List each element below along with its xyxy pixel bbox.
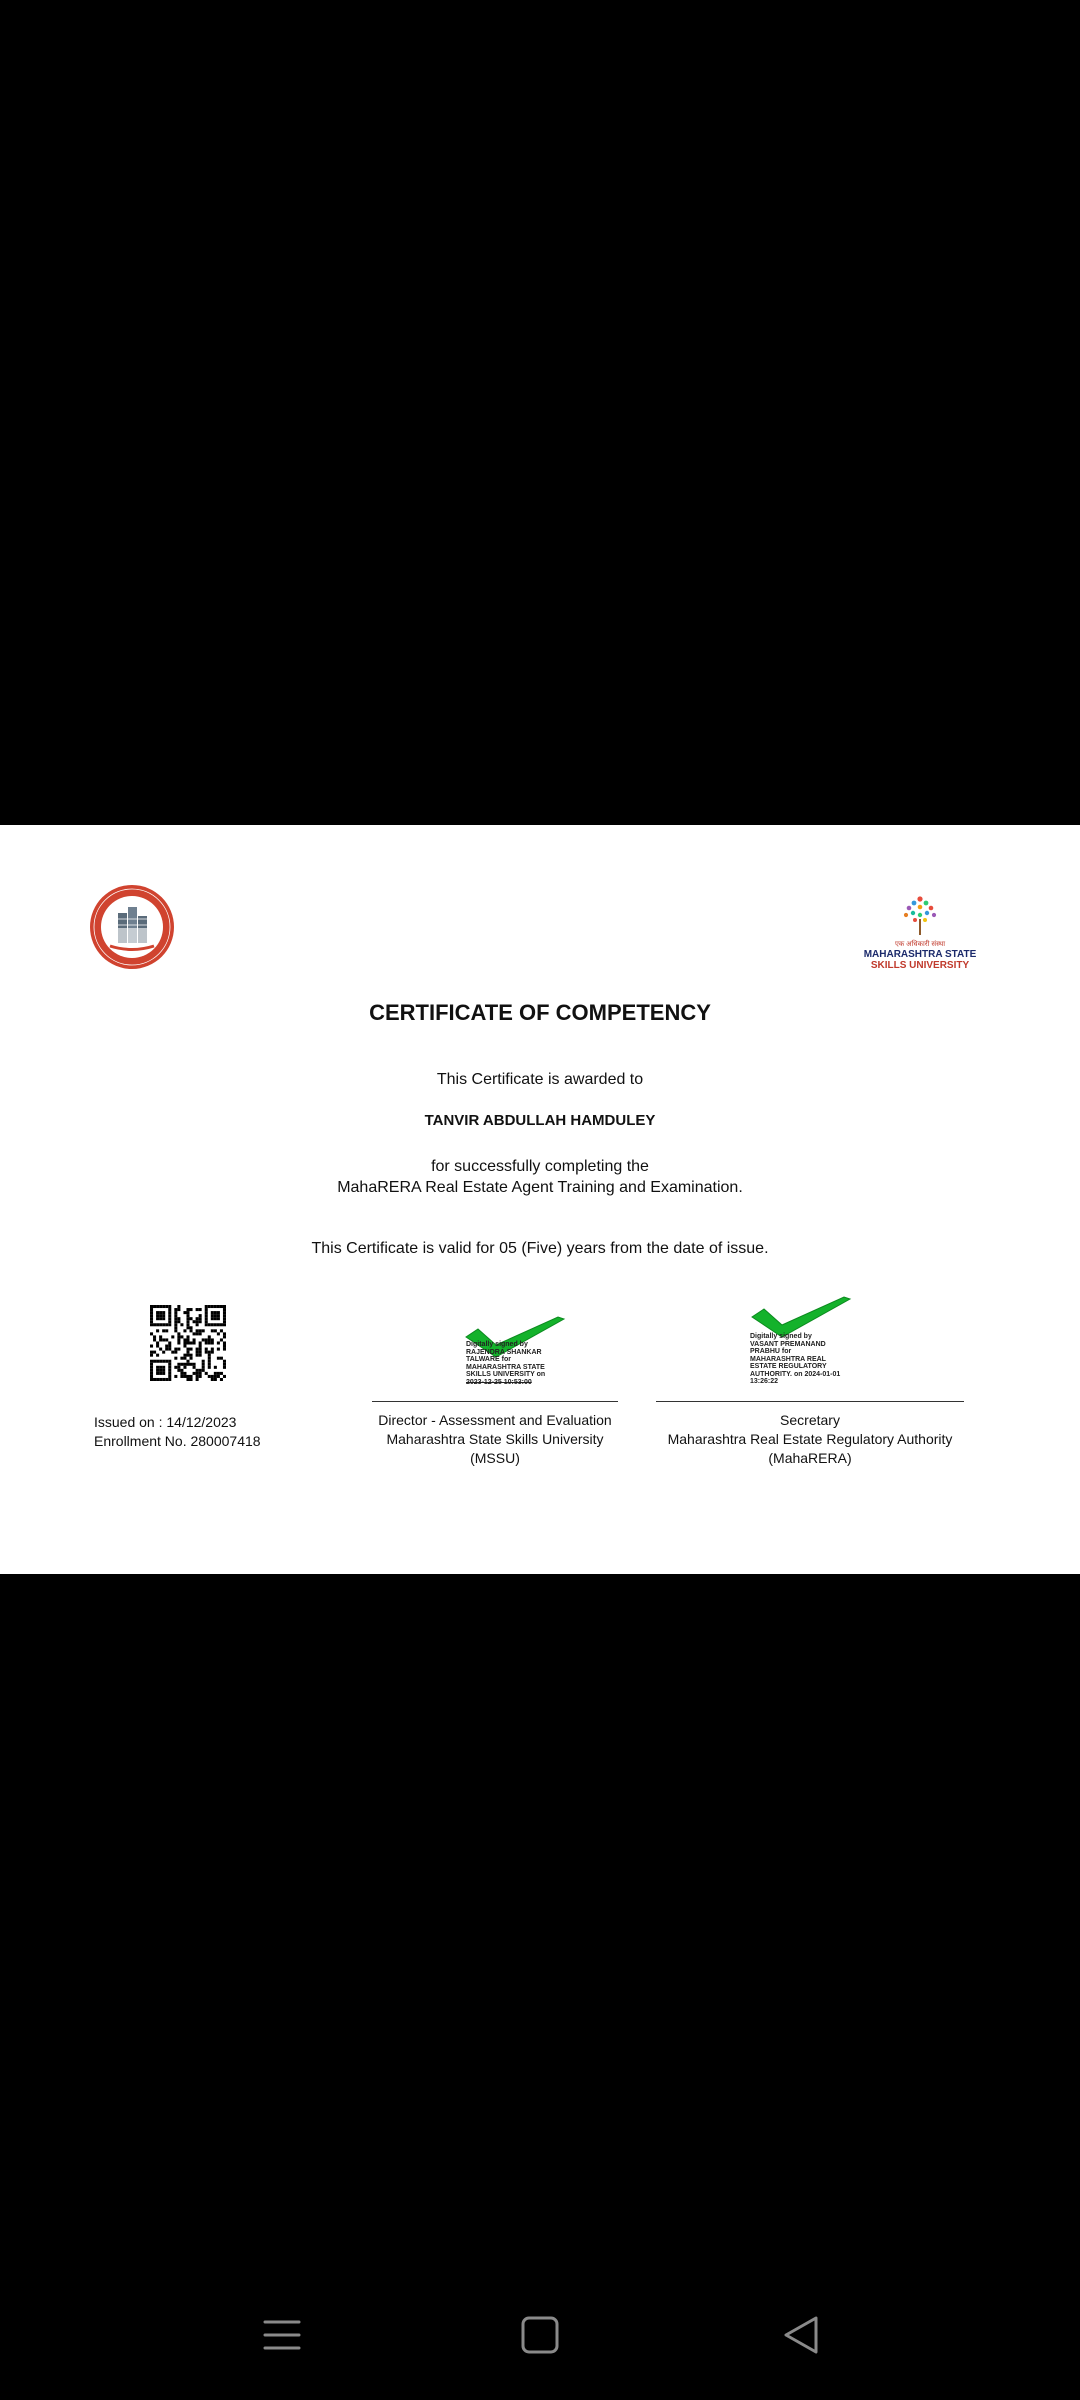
signature-block-director: [370, 1305, 620, 1466]
back-button[interactable]: [776, 2310, 826, 2360]
recipient-name: TANVIR ABDULLAH HAMDULEY: [424, 1112, 656, 1129]
signature-line: [656, 1401, 964, 1402]
issued-on: Issued on : 14/12/2023: [94, 1414, 237, 1430]
enrollment-number: Enrollment No. 280007418: [94, 1433, 261, 1449]
validity-text: This Certificate is valid for 05 (Five) years from the date of issue.: [311, 1240, 769, 1257]
mssu-name-line1: MAHARASHTRA STATE: [863, 949, 977, 960]
signatory-role: Secretary Maharashtra Real Estate Regulatory Authority (MahaRERA): [667, 1412, 953, 1466]
system-navigation-bar: [0, 2290, 1080, 2380]
mssu-tagline: एक अधिकारी संस्था: [894, 941, 946, 948]
mssu-tree-icon: [890, 895, 950, 939]
mssu-logo: [860, 895, 980, 975]
signature-block-secretary: [656, 1295, 964, 1466]
completion-line-2: MahaRERA Real Estate Agent Training and Examination.: [337, 1179, 743, 1196]
digital-signature-text: Digitally signed by VASANT PREMANAND PRABHU for MAHARASHTRA REAL ESTATE REGULATORY AUTHORITY. on 2024-01-01 13:26:22: [750, 1333, 841, 1385]
certificate-page: [0, 825, 1080, 1574]
certificate-title: CERTIFICATE OF COMPETENCY: [369, 1000, 711, 1025]
issue-info: [94, 1413, 261, 1451]
menu-button[interactable]: [257, 2310, 307, 2360]
signature-line: [372, 1401, 618, 1402]
digital-signature-text: Digitally signed by RAJENDRA SHANKAR TALWARE for MAHARASHTRA STATE SKILLS UNIVERSITY on 2023-12-25 10:53:00: [466, 1341, 546, 1386]
awarded-text: This Certificate is awarded to: [436, 1071, 644, 1088]
menu-icon: [257, 2310, 307, 2360]
home-button[interactable]: [515, 2310, 565, 2360]
signatory-role: Director - Assessment and Evaluation Maharashtra State Skills University (MSSU): [378, 1412, 612, 1466]
mssu-name-line2: SKILLS UNIVERSITY: [870, 960, 970, 971]
back-icon: [776, 2310, 826, 2360]
completion-line-1: for successfully completing the: [431, 1158, 649, 1175]
maharera-logo: [88, 883, 176, 971]
home-icon: [515, 2310, 565, 2360]
qr-code: [150, 1305, 226, 1381]
